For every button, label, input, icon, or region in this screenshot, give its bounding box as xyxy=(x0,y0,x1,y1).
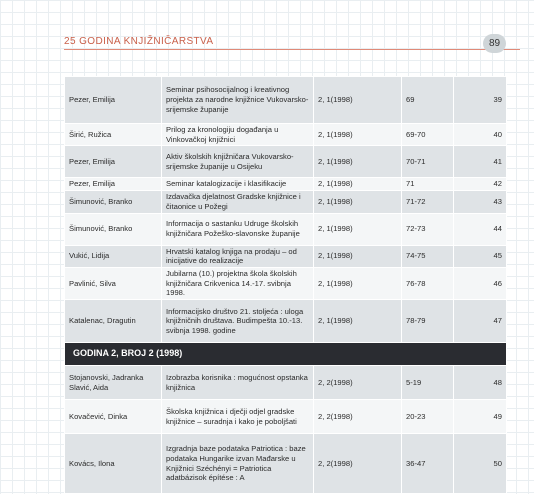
title-cell: Aktiv školskih knjižničara Vukovarsko-srijemske županije u Osijeku xyxy=(162,146,314,178)
pages-cell: 5-19 xyxy=(402,366,454,400)
table-row xyxy=(65,146,507,178)
title-cell: Izdavačka djelatnost Gradske knjižnice i čitaonice u Požegi xyxy=(162,191,314,213)
title-cell: Seminar katalogizacije i klasifikacije xyxy=(162,178,314,191)
page-number-badge: 89 xyxy=(483,34,506,53)
pages-cell: 76-78 xyxy=(402,268,454,300)
title-cell: Seminar psihosocijalnog i kreativnog projekta za narodne knjižnice Vukovarsko-srijemske županije xyxy=(162,77,314,124)
issue-cell: 2, 1(1998) xyxy=(314,268,402,300)
pages-cell: 36-47 xyxy=(402,434,454,494)
section-heading-row xyxy=(65,343,507,366)
bibliography-table xyxy=(64,76,507,494)
entry-number-cell: 49 xyxy=(454,400,507,434)
table-row xyxy=(65,268,507,300)
pages-cell: 71-72 xyxy=(402,191,454,213)
entry-number-cell: 42 xyxy=(454,178,507,191)
title-cell: Izgradnja baze podataka Patriotica : baze podataka Hungarike izvan Mađarske u Knjižnici Széchényi = Patriotica adatbázisok építése : A xyxy=(162,434,314,494)
issue-cell: 2, 2(1998) xyxy=(314,400,402,434)
section-heading: GODINA 2, BROJ 2 (1998) xyxy=(65,343,507,366)
title-cell: Izobrazba korisnika : mogućnost opstanka knjižnica xyxy=(162,366,314,400)
author-cell: Kovács, Ilona xyxy=(65,434,162,494)
issue-cell: 2, 1(1998) xyxy=(314,77,402,124)
table-row xyxy=(65,400,507,434)
author-cell: Stojanovski, Jadranka Slavić, Aida xyxy=(65,366,162,400)
title-cell: Jubilarna (10.) projektna škola školskih knjižničara Crikvenica 14.-17. svibnja 1998. xyxy=(162,268,314,300)
table-row xyxy=(65,245,507,267)
pages-cell: 70-71 xyxy=(402,146,454,178)
issue-cell: 2, 2(1998) xyxy=(314,366,402,400)
author-cell: Vukić, Lidija xyxy=(65,245,162,267)
header-rule xyxy=(64,49,520,50)
pages-cell: 69 xyxy=(402,77,454,124)
title-cell: Školska knjižnica i dječji odjel gradske knjižnice – suradnja i kako je poboljšati xyxy=(162,400,314,434)
title-cell: Hrvatski katalog knjiga na prodaju – od inicijative do realizacije xyxy=(162,245,314,267)
issue-cell: 2, 2(1998) xyxy=(314,434,402,494)
entry-number-cell: 44 xyxy=(454,213,507,245)
entry-number-cell: 43 xyxy=(454,191,507,213)
pages-cell: 20-23 xyxy=(402,400,454,434)
issue-cell: 2, 1(1998) xyxy=(314,178,402,191)
author-cell: Šimunović, Branko xyxy=(65,213,162,245)
running-header-title: 25 GODINA KNJIŽNIČARSTVA xyxy=(64,36,214,47)
pages-cell: 71 xyxy=(402,178,454,191)
author-cell: Pavlinić, Silva xyxy=(65,268,162,300)
issue-cell: 2, 1(1998) xyxy=(314,146,402,178)
issue-cell: 2, 1(1998) xyxy=(314,124,402,146)
title-cell: Prilog za kronologiju događanja u Vinkovačkoj knjižnici xyxy=(162,124,314,146)
entry-number-cell: 50 xyxy=(454,434,507,494)
author-cell: Pezer, Emilija xyxy=(65,146,162,178)
author-cell: Pezer, Emilija xyxy=(65,77,162,124)
entry-number-cell: 39 xyxy=(454,77,507,124)
author-cell: Pezer, Emilija xyxy=(65,178,162,191)
pages-cell: 78-79 xyxy=(402,300,454,343)
issue-cell: 2, 1(1998) xyxy=(314,245,402,267)
title-cell: Informacijsko društvo 21. stoljeća : uloga knjižničnih društava. Budimpešta 10.-13. svibnja 1998. godine xyxy=(162,300,314,343)
table-row xyxy=(65,124,507,146)
entry-number-cell: 41 xyxy=(454,146,507,178)
author-cell: Katalenac, Dragutin xyxy=(65,300,162,343)
author-cell: Šimunović, Branko xyxy=(65,191,162,213)
entry-number-cell: 46 xyxy=(454,268,507,300)
table-row xyxy=(65,366,507,400)
title-cell: Informacija o sastanku Udruge školskih knjižničara Požeško-slavonske županije xyxy=(162,213,314,245)
author-cell: Širić, Ružica xyxy=(65,124,162,146)
pages-cell: 74-75 xyxy=(402,245,454,267)
table-row xyxy=(65,191,507,213)
table-row xyxy=(65,300,507,343)
issue-cell: 2, 1(1998) xyxy=(314,213,402,245)
entry-number-cell: 45 xyxy=(454,245,507,267)
table-row xyxy=(65,434,507,494)
table-row xyxy=(65,213,507,245)
entry-number-cell: 40 xyxy=(454,124,507,146)
author-cell: Kovačević, Dinka xyxy=(65,400,162,434)
pages-cell: 72-73 xyxy=(402,213,454,245)
issue-cell: 2, 1(1998) xyxy=(314,300,402,343)
table-row xyxy=(65,77,507,124)
table-row xyxy=(65,178,507,191)
entry-number-cell: 48 xyxy=(454,366,507,400)
issue-cell: 2, 1(1998) xyxy=(314,191,402,213)
entry-number-cell: 47 xyxy=(454,300,507,343)
pages-cell: 69-70 xyxy=(402,124,454,146)
